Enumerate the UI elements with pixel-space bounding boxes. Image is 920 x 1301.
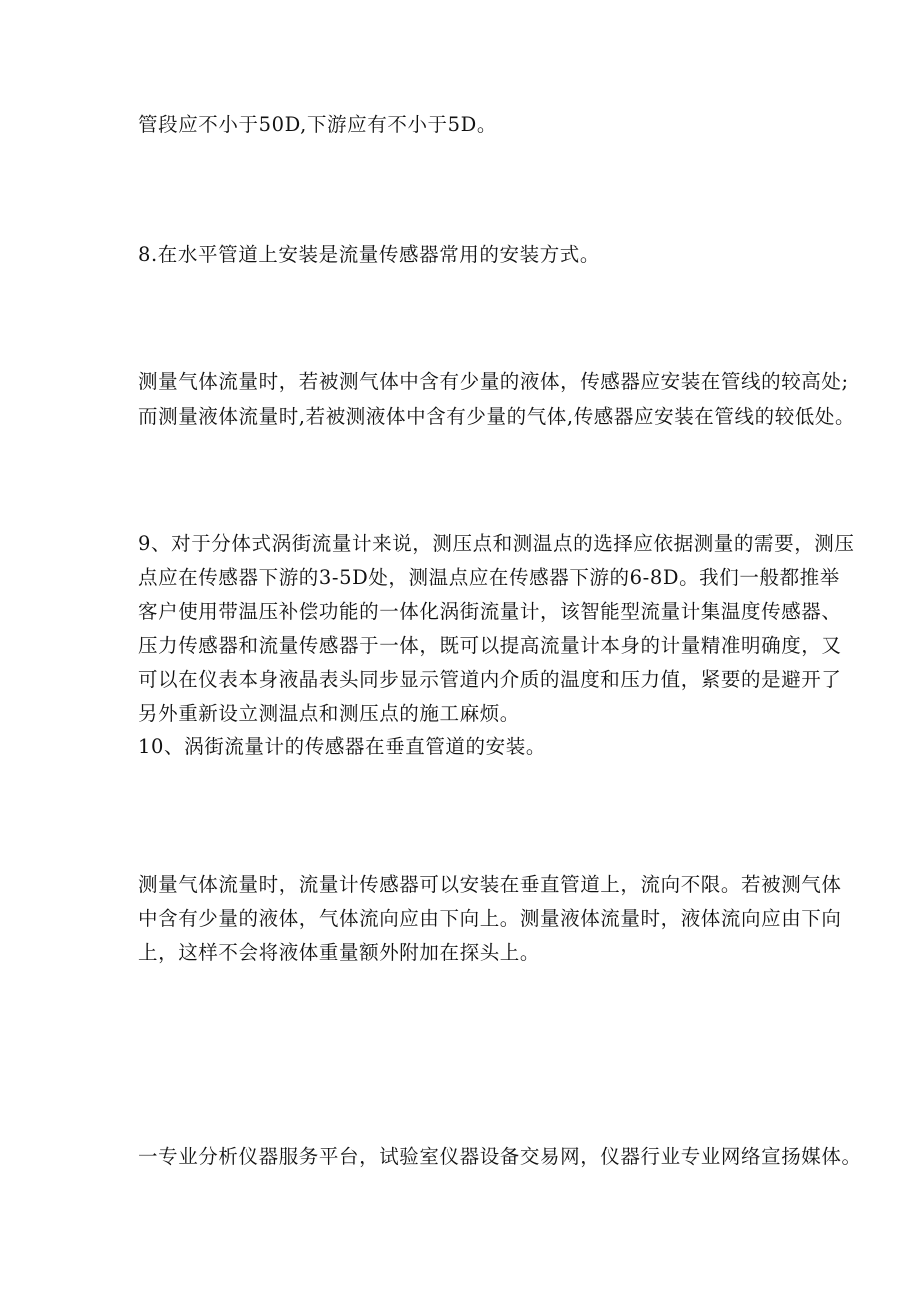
text-line-13: 中含有少量的液体，气体流向应由下向上。测量液体流量时，液体流向应由下向 <box>138 907 842 930</box>
section-9-line-1: 9、对于分体式涡街流量计来说，测压点和测温点的选择应依据测量的需要，测压 <box>138 532 855 555</box>
section-9-line-5: 可以在仪表本身液晶表头同步显示管道内介质的温度和压力值，紧要的是避开了 <box>138 668 842 691</box>
text-line-14: 上，这样不会将液体重量额外附加在探头上。 <box>138 941 541 964</box>
section-10-heading: 10、涡街流量计的传感器在垂直管道的安装。 <box>138 735 546 758</box>
section-9-line-6: 另外重新设立测温点和测压点的施工麻烦。 <box>138 702 520 725</box>
text-line-3: 测量气体流量时，若被测气体中含有少量的液体，传感器应安装在管线的较高处; <box>138 370 849 393</box>
section-9-line-3: 客户使用带温压补偿功能的一体化涡街流量计，该智能型流量计集温度传感器、 <box>138 600 842 623</box>
text-line-12: 测量气体流量时，流量计传感器可以安装在垂直管道上，流向不限。若被测气体 <box>138 873 842 896</box>
footer-line: 一专业分析仪器服务平台，试验室仪器设备交易网，仪器行业专业网络宣扬媒体。 <box>138 1145 862 1168</box>
section-9-line-2: 点应在传感器下游的3-5D处，测温点应在传感器下游的6-8D。我们一般都推举 <box>138 566 840 589</box>
text-line-4: 而测量液体流量时,若被测液体中含有少量的气体,传感器应安装在管线的较低处。 <box>138 405 856 428</box>
section-8-heading: 8.在水平管道上安装是流量传感器常用的安装方式。 <box>138 243 601 266</box>
section-9-line-4: 压力传感器和流量传感器于一体，既可以提高流量计本身的计量精准明确度，又 <box>138 634 842 657</box>
text-line-1: 管段应不小于50D,下游应有不小于5D。 <box>138 113 497 136</box>
